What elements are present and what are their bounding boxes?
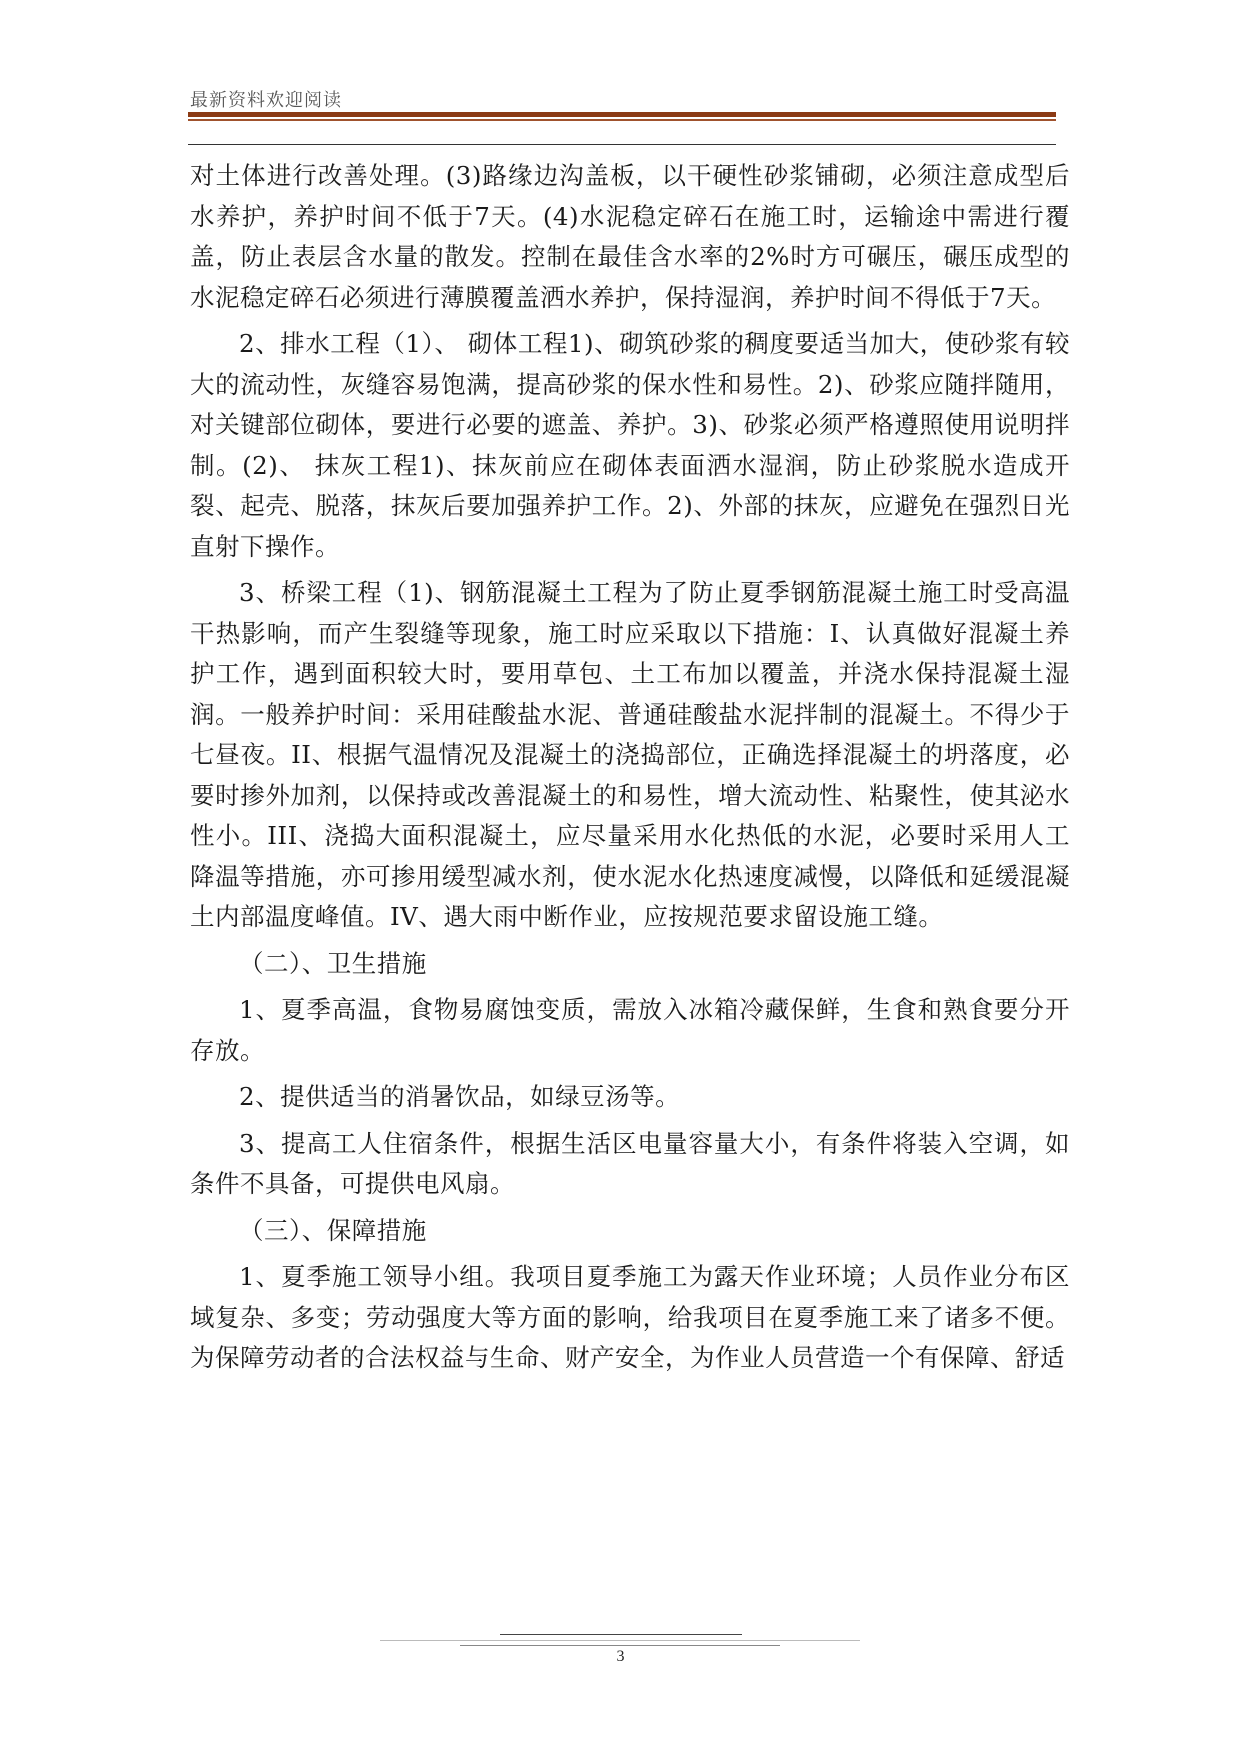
footer-rule-mid <box>460 1645 780 1646</box>
page-header: 最新资料欢迎阅读 <box>190 90 342 111</box>
paragraph-6: 3、提高工人住宿条件，根据生活区电量容量大小，有条件将装入空调，如条件不具备，可提供电风扇。 <box>190 1128 1070 1198</box>
page-number: 3 <box>616 1648 625 1665</box>
paragraph-4: 1、夏季高温，食物易腐蚀变质，需放入冰箱冷藏保鲜，生食和熟食要分开存放。 <box>190 995 1070 1065</box>
paragraph-8: 1、夏季施工领导小组。我项目夏季施工为露天作业环境；人员作业分布区域复杂、多变；劳动强度大等方面的影响，给我项目在夏季施工来了诸多不便。为保障劳动者的合法权益与生命、财产安全，为作业人员营造一个有保障、舒适 <box>190 1262 1070 1372</box>
section-heading-hygiene: （二）、卫生措施 <box>239 948 427 978</box>
footer-rule-light <box>380 1640 860 1641</box>
paragraph-5: 2、提供适当的消暑饮品，如绿豆汤等。 <box>239 1082 681 1111</box>
footer-rule-dark <box>500 1634 742 1635</box>
paragraph-0: 对土体进行改善处理。(3)路缘边沟盖板，以干硬性砂浆铺砌，必须注意成型后水养护，养护时间不低于7天。(4)水泥稳定碎石在施工时，运输途中需进行覆盖，防止表层含水量的散发。控制在最佳含水率的2%时方可碾压，碾压成型的水泥稳定碎石必须进行薄膜覆盖洒水养护，保持湿润，养护时间不得低于7天。 <box>190 161 1070 312</box>
header-rule-thick <box>188 112 1056 117</box>
paragraph-2: 3、桥梁工程（1)、钢筋混凝土工程为了防止夏季钢筋混凝土施工时受高温干热影响，而产生裂缝等现象，施工时应采取以下措施：I、认真做好混凝土养护工作，遇到面积较大时，要用草包、土工布加以覆盖，并浇水保持混凝土湿润。一般养护时间：采用硅酸盐水泥、普通硅酸盐水泥拌制的混凝土。不得少于七昼夜。II、根据气温情况及混凝土的浇捣部位，正确选择混凝土的坍落度，必要时掺外加剂，以保持或改善混凝土的和易性，增大流动性、粘聚性，使其泌水性小。III、浇捣大面积混凝土，应尽量采用水化热低的水泥，必要时采用人工降温等措施，亦可掺用缓型减水剂，使水泥水化热速度减慢，以降低和延缓混凝土内部温度峰值。IV、遇大雨中断作业，应按规范要求留设施工缝。 <box>190 578 1070 931</box>
paragraph-1: 2、排水工程（1）、 砌体工程1)、砌筑砂浆的稠度要适当加大，使砂浆有较大的流动性，灰缝容易饱满，提高砂浆的保水性和易性。2)、砂浆应随拌随用，对关键部位砌体，要进行必要的遮盖、养护。3)、砂浆必须严格遵照使用说明拌制。(2)、 抹灰工程1)、抹灰前应在砌体表面洒水湿润，防止砂浆脱水造成开裂、起壳、脱落，抹灰后要加强养护工作。2)、外部的抹灰，应避免在强烈日光直射下操作。 <box>190 329 1070 561</box>
header-rule-thin <box>188 119 1056 121</box>
section-heading-guarantee: （三）、保障措施 <box>239 1215 427 1245</box>
header-rule-bottom <box>188 144 1056 145</box>
document-body <box>190 156 1070 1379</box>
